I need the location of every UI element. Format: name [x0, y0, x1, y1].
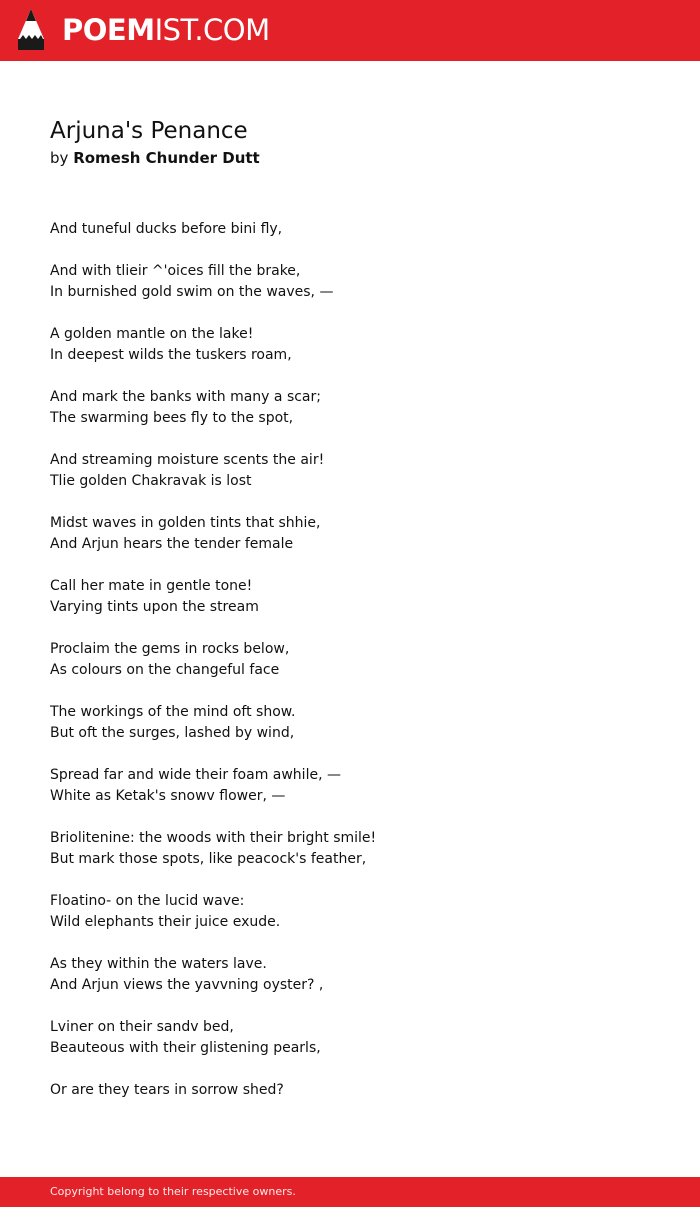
- poem-line: In deepest wilds the tuskers roam,: [50, 347, 292, 363]
- poem-body: [50, 219, 650, 1101]
- poem-line: As colours on the changeful face: [50, 662, 280, 678]
- poem-line: Briolitenine: the woods with their bright smile!: [50, 830, 377, 846]
- poem-line: Wild elephants their juice exude.: [50, 914, 281, 930]
- stanza: [50, 1080, 650, 1101]
- poem-line: Midst waves in golden tints that shhie,: [50, 515, 321, 531]
- brand-light-text: IST.COM: [154, 13, 270, 47]
- poem-line: As they within the waters lave.: [50, 956, 267, 972]
- stanza: [50, 828, 650, 870]
- site-brand-link[interactable]: [62, 13, 270, 47]
- poem-line: Tlie golden Chakravak is lost: [50, 473, 252, 489]
- copyright-text: Copyright belong to their respective owners.: [50, 1185, 296, 1198]
- poem-line: In burnished gold swim on the waves, —: [50, 284, 334, 300]
- poem-line: White as Ketak's snowv flower, —: [50, 788, 286, 804]
- site-footer: [0, 1177, 700, 1207]
- stanza: [50, 576, 650, 618]
- poem-line: And mark the banks with many a scar;: [50, 389, 321, 405]
- stanza: [50, 450, 650, 492]
- stanza: [50, 261, 650, 303]
- author-name: Romesh Chunder Dutt: [73, 149, 260, 167]
- stanza: [50, 891, 650, 933]
- poem-line: Call her mate in gentle tone!: [50, 578, 253, 594]
- stanza: [50, 1017, 650, 1059]
- poem-line: But mark those spots, like peacock's feather,: [50, 851, 367, 867]
- poem-line: And streaming moisture scents the air!: [50, 452, 325, 468]
- stanza: [50, 954, 650, 996]
- poem-line: And Arjun views the yavvning oyster? ,: [50, 977, 324, 993]
- byline: [50, 147, 650, 169]
- by-label: by: [50, 149, 69, 167]
- poem-line: Varying tints upon the stream: [50, 599, 259, 615]
- pencil-tip-icon[interactable]: [16, 9, 46, 52]
- poem-line: And Arjun hears the tender female: [50, 536, 294, 552]
- poem-content: [50, 116, 650, 1122]
- stanza: [50, 513, 650, 555]
- stanza: [50, 219, 650, 240]
- stanza: [50, 639, 650, 681]
- poem-title: Arjuna's Penance: [50, 118, 248, 144]
- stanza: [50, 765, 650, 807]
- poem-line: Beauteous with their glistening pearls,: [50, 1040, 321, 1056]
- poem-line: And with tlieir ^'oices fill the brake,: [50, 263, 301, 279]
- poem-line: A golden mantle on the lake!: [50, 326, 254, 342]
- poem-line: Spread far and wide their foam awhile, —: [50, 767, 341, 783]
- poem-line: But oft the surges, lashed by wind,: [50, 725, 295, 741]
- brand-bold-text: POEM: [62, 13, 155, 47]
- poem-line: Floatino- on the lucid wave:: [50, 893, 245, 909]
- site-header: [0, 0, 700, 61]
- poem-line: Proclaim the gems in rocks below,: [50, 641, 290, 657]
- stanza: [50, 324, 650, 366]
- poem-line: Lviner on their sandv bed,: [50, 1019, 234, 1035]
- poem-line: The workings of the mind oft show.: [50, 704, 296, 720]
- poem-line: Or are they tears in sorrow shed?: [50, 1082, 284, 1098]
- stanza: [50, 387, 650, 429]
- stanza: [50, 702, 650, 744]
- poem-line: The swarming bees fly to the spot,: [50, 410, 294, 426]
- poem-line: And tuneful ducks before bini fly,: [50, 221, 283, 237]
